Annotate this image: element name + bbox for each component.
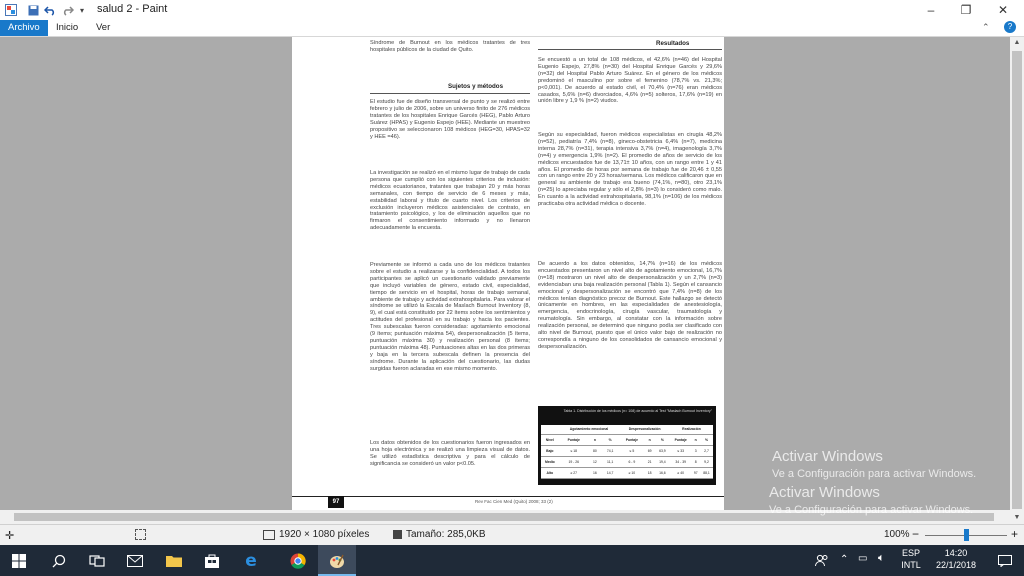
tray-overflow-icon[interactable]: ⌃	[840, 554, 849, 565]
dimensions-text: 1920 × 1080 píxeles	[279, 529, 370, 540]
table-col-header: n	[645, 435, 655, 446]
heading-resultados: Resultados	[656, 40, 690, 47]
table-group-header	[541, 425, 559, 435]
table-cell: 16	[589, 468, 601, 479]
people-icon	[815, 554, 829, 567]
search-button[interactable]	[40, 545, 78, 576]
start-button[interactable]	[0, 545, 38, 576]
window-title: salud 2 - Paint	[97, 3, 168, 15]
table-group-header-row	[541, 425, 713, 435]
clock-date: 22/1/2018	[935, 560, 977, 570]
undo-icon	[44, 5, 56, 16]
taskbar-store[interactable]	[193, 545, 231, 576]
file-size-text: Tamaño: 285,0KB	[406, 529, 486, 540]
file-size	[393, 529, 486, 540]
network-icon[interactable]: ▭	[858, 553, 868, 564]
table-cell: Bajo	[541, 446, 559, 457]
table-cell: 21	[645, 457, 655, 468]
table-col-header: Puntaje	[670, 435, 691, 446]
zoom-slider-thumb[interactable]	[964, 529, 969, 541]
activation-watermark-text: Ve a Configuración para activar Windows.	[772, 468, 977, 480]
table-col-header: %	[655, 435, 670, 446]
table-col-header: n	[589, 435, 601, 446]
close-button[interactable]: ✕	[997, 3, 1009, 17]
table-group-header: Agotamiento emocional	[559, 425, 620, 435]
table-cell: ≤ 5	[619, 446, 644, 457]
quick-access-dropdown[interactable]: ▾	[79, 5, 84, 15]
volume-icon[interactable]: 🔈︎	[878, 552, 885, 564]
taskbar-paint[interactable]	[318, 545, 356, 576]
save-button[interactable]	[25, 2, 41, 18]
status-bar	[0, 524, 1024, 545]
heading-sujetos: Sujetos y métodos	[448, 83, 504, 90]
page-citation: Rev Fac Cien Med (Quito) 2008; 33 (2)	[475, 499, 553, 504]
table-cell: ≤ 33	[670, 446, 691, 457]
selection-size	[135, 529, 146, 540]
table-row	[541, 468, 713, 479]
table-cell: Alto	[541, 468, 559, 479]
table-cell: Medio	[541, 457, 559, 468]
footer-rule	[292, 496, 724, 497]
table-header-row	[541, 435, 713, 446]
right-paragraph: Según su especialidad, fueron médicos especialistas en cirugía 48,2% (n=52), pediatría 7,4% (n=8), gineco-obstetricia 6,4% (n=7), medicina interna 28,7% (n=31), terapia intensiva 3,7% (n=4), imagenología 3,7% (n=4) y emergencia 1,9% (n=2). El promedio de años de servicio de los médicos encuestados fue de 13,71± 10 años, con un rango entre 1 y 41 años. El promedio de horas por semana de trabajo fue de 20,46 ± 0,55 con un rango entre 20 y 23 horas/semana. Los médicos calificaron que en general su ambiente de trabajo era bueno (74,1%, n=80), otro 23,1% (n=25) lo apreciaba regular y sólo el 2,8% (n=3) lo consideró como malo. En cuanto a la actividad extrahospitalaria, 98,1% (n=106) de los médicos practicaba otra actividad médica o docente.	[538, 132, 722, 208]
canvas-image[interactable]	[292, 37, 724, 510]
tab-inicio[interactable]: Inicio	[56, 22, 79, 33]
activation-watermark-title: Activar Windows	[772, 448, 883, 465]
cursor-position	[5, 529, 14, 542]
left-paragraph: Previamente se informó a cada uno de los médicos tratantes sobre el estudio a realizarse y la confidencialidad. A todos los participantes se aplicó un cuestionario validado previamente que incluyó variables de género, estado civil, especialidad, tiempo de servicio en el hospital, horas de trabajo semanal, ambiente de trabajo y actividad extrahospitalaria. Para valorar el síndrome se utilizó la Escala de Maslach Burnout Inventory (8, 9), el cual está constituido por 22 ítems sobre los sentimientos y actitudes del profesional en su trabajo y hacia los pacientes. Tres subescalas fueron consideradas: agotamiento emocional (9 ítems; puntuación máxima 54), despersonalización (5 ítems, puntuación máxima 30) y realización personal (8 ítems; puntuación máxima 48). Puntuaciones altas en las dos primeras y baja en la tercera subescala definen la presencia del síndrome. Durante la aplicación del cuestionario, las dudas surgidas fueron aclaradas en ese mismo momento.	[370, 262, 530, 372]
help-icon[interactable]: ?	[1004, 21, 1016, 33]
left-paragraph: El estudio fue de diseño transversal de punto y se realizó entre febrero y julio de 2006, sobre un universo finito de 276 médicos tratantes de los hospitales Enrique Garcés (HEG), Pablo Arturo Suárez (HPAS) y Eugenio Espejo (HEE). Mediante un muestreo propositivo se seleccionaron 108 médicos (HEG=30, HPAS=32 y HEE =46).	[370, 99, 530, 140]
table-cell: 19 - 26	[559, 457, 589, 468]
zoom-out-button[interactable]: −	[912, 527, 920, 541]
paint-icon	[329, 553, 345, 569]
right-paragraph: Se encuestó a un total de 108 médicos, el 42,6% (n=46) del Hospital Eugenio Espejo, 27,8% (n=30) del Hospital Enrique Garcés y 29,6%(n=32) del Hospital Pablo Arturo Suárez. En el género de los médicos predominó el masculino por sobre el femenino (78,7% vs. 21,3%; p<0,001). De acuerdo al estado civil, el 70,4% (n=76) eran médicos casados, 5,6% (n=6) divorciados, 4,6% (n=5) solteros, 17,6% (n=19) en unión libre y 1,9 % (n=2) viudos.	[538, 57, 722, 105]
scroll-down-icon[interactable]: ▼	[1013, 514, 1021, 521]
tab-archivo[interactable]: Archivo	[0, 20, 48, 36]
table-cell: 12	[589, 457, 601, 468]
activation-watermark-title: Activar Windows	[769, 484, 880, 501]
table-cell: 16,6	[655, 468, 670, 479]
table-cell: 63,9	[655, 446, 670, 457]
vertical-scrollbar[interactable]	[1010, 37, 1024, 524]
image-size-icon	[263, 530, 275, 540]
zoom-level: 100%	[884, 529, 910, 540]
table-cell: 8	[691, 457, 700, 468]
table-col-header: %	[700, 435, 713, 446]
table-cell: 80	[589, 446, 601, 457]
table-cell: 19,4	[655, 457, 670, 468]
taskbar-edge[interactable]	[232, 545, 270, 576]
right-paragraph: De acuerdo a los datos obtenidos, 14,7% (n=16) de los médicos encuestados presentaron un nivel alto de agotamiento emocional, 16,7% (n=18) mostraron un nivel alto de despersonalización y un 2,7% (n=3) evidenciaban una baja realización personal (Tabla 1). Según el cansancio emocional y despersonalización se encontró que 7,4% (n=8) de los médicos tenían diagnóstico precoz de Burnout. Este hallazgo se detectó únicamente en hombres, en las especialidades de anestesiología, emergencia, endocrinología, cirugía vascular, traumatología y reumatología. Sin embargo, al constatar con la información sobre realización personal, se determinó que ninguno podía ser clasificado con alto nivel de Burnout, puesto que el único valor bajo de realización no correspondía a ninguno de los consolidados de cansancio emocional y despersonalización.	[538, 261, 722, 350]
clock[interactable]	[927, 548, 985, 570]
table-row	[541, 457, 713, 468]
table-cell: ≥ 40	[670, 468, 691, 479]
scroll-up-icon[interactable]: ▲	[1013, 39, 1021, 46]
zoom-slider[interactable]	[925, 535, 1007, 536]
table-cell: 11,1	[601, 457, 619, 468]
table-cell: ≥ 10	[619, 468, 644, 479]
table-cell: 18	[645, 468, 655, 479]
clock-time: 14:20	[944, 548, 968, 558]
table-cell: 74,1	[601, 446, 619, 457]
image-dimensions	[263, 529, 369, 540]
vertical-scroll-thumb[interactable]	[1012, 51, 1022, 509]
table-cell: 97	[691, 468, 700, 479]
tab-ver[interactable]: Ver	[96, 22, 111, 33]
paint-app-icon	[4, 2, 18, 18]
left-paragraph: Los datos obtenidos de los cuestionarios fueron ingresados en una hoja electrónica y se realizó una limpieza visual de datos. Se utilizó estadística descriptiva y para el cálculo de significancia se consideró un valor p<0.05.	[370, 440, 530, 467]
minimize-button[interactable]: –	[927, 3, 935, 17]
table-col-header: n	[691, 435, 700, 446]
task-view-button[interactable]	[78, 545, 116, 576]
table-group-header: Realización	[670, 425, 713, 435]
table-cell: 14,7	[601, 468, 619, 479]
notification-icon	[998, 555, 1012, 567]
redo-icon	[62, 5, 74, 16]
table-row	[541, 446, 713, 457]
table-cell: 2,7	[700, 446, 713, 457]
people-button[interactable]	[803, 545, 841, 576]
undo-button[interactable]	[42, 2, 58, 18]
table-grid	[541, 425, 713, 479]
ribbon-tabs	[0, 20, 1024, 37]
table-col-header: Nivel	[541, 435, 559, 446]
table-cell: 6 - 9	[619, 457, 644, 468]
results-table	[538, 406, 716, 485]
zoom-in-button[interactable]: +	[1011, 527, 1019, 541]
table-cell: ≥ 27	[559, 468, 589, 479]
ribbon-collapse-icon[interactable]: ⌃	[982, 22, 990, 32]
table-cell: 69	[645, 446, 655, 457]
store-icon	[205, 554, 219, 568]
table-cell: ≤ 18	[559, 446, 589, 457]
maximize-button[interactable]: ❐	[960, 3, 972, 17]
left-heading-rule	[370, 93, 530, 94]
left-paragraph: La investigación se realizó en el mismo lugar de trabajo de cada persona que cumplió con los siguientes criterios de inclusión: médicos ecuatorianos, tratantes que trabajan 20 y más horas semanales, con tiempo de servicio de 6 meses y más, estabilidad laboral y título de cuarto nivel. Los criterios de exclusión incluyeron médicos asistenciales de contrato, en tratamiento psicológico, y los de eliminación aquellos que no firmaron el consentimiento informado y no llenaron adecuadamente la encuesta.	[370, 170, 530, 232]
intro-text: Síndrome de Burnout en los médicos tratantes de tres hospitales públicos de la ciudad de Quito.	[370, 40, 530, 53]
taskbar	[0, 545, 1024, 576]
crosshair-icon: ✛	[5, 530, 15, 542]
table-cell: 34 - 39	[670, 457, 691, 468]
title-bar	[0, 0, 1024, 20]
table-cell: 3	[691, 446, 700, 457]
table-cell: 9,2	[700, 457, 713, 468]
edge-icon: e	[245, 550, 257, 571]
table-col-header: Puntaje	[619, 435, 644, 446]
keyboard-layout: INTL	[901, 560, 921, 570]
right-heading-rule	[538, 49, 722, 50]
table-group-header: Despersonalización	[619, 425, 670, 435]
table-col-header: Puntaje	[559, 435, 589, 446]
action-center-button[interactable]	[986, 545, 1024, 576]
mail-icon	[127, 555, 143, 567]
windows-logo-icon	[12, 554, 26, 568]
language-indicator[interactable]	[897, 548, 925, 570]
table-title: Tabla 1. Distribución de los médicos (n= 108) de acuerdo al Test "Maslach Burnout Inventory"	[563, 409, 712, 413]
taskbar-mail-app[interactable]	[116, 545, 154, 576]
chrome-icon	[290, 553, 306, 569]
taskbar-chrome[interactable]	[279, 545, 317, 576]
taskbar-file-explorer[interactable]	[155, 545, 193, 576]
redo-button[interactable]	[60, 2, 76, 18]
selection-icon	[135, 529, 146, 540]
page-number: 97	[328, 496, 344, 508]
floppy-icon	[28, 5, 39, 16]
activation-watermark-text: Ve a Configuración para activar Windows.	[769, 504, 974, 516]
task-view-icon	[89, 555, 105, 567]
disk-icon	[393, 530, 402, 539]
search-icon	[52, 554, 66, 568]
table-cell: 88,1	[700, 468, 713, 479]
table-col-header: %	[601, 435, 619, 446]
folder-icon	[166, 554, 182, 567]
language-code: ESP	[901, 548, 920, 558]
